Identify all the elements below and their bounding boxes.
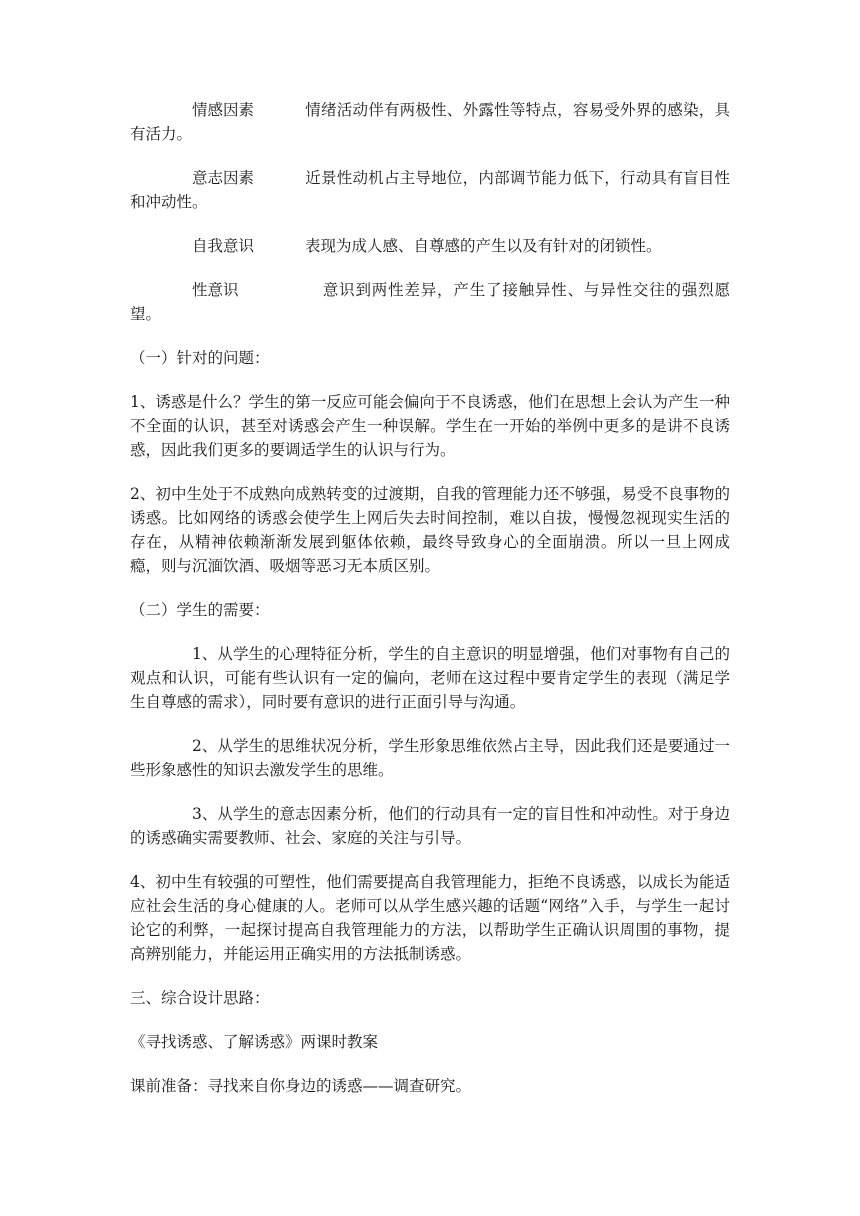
lesson-prep: 课前准备：寻找来自你身边的诱惑——调查研究。 <box>130 1077 472 1095</box>
section-heading-design: 三、综合设计思路： <box>130 989 270 1007</box>
section-heading-problems: （一）针对的问题： <box>130 349 270 367</box>
feature-label: 性意识 <box>192 281 239 299</box>
feature-self-awareness <box>130 234 730 258</box>
need-item-3: 3、从学生的意志因素分析，他们的行动具有一定的盲目性和冲动性。对于身边的诱惑确实需要教师、社会、家庭的关注与引导。 <box>130 805 730 847</box>
feature-gender-awareness <box>130 278 730 326</box>
problem-item-1: 1、诱惑是什么？学生的第一反应可能会偏向于不良诱惑，他们在思想上会认为产生一种不全面的认识，甚至对诱惑会产生一种误解。学生在一开始的举例中更多的是讲不良诱惑，因此我们更多的要调适学生的认识与行为。 <box>130 393 730 459</box>
feature-label: 情感因素 <box>192 101 255 119</box>
feature-will <box>130 166 730 214</box>
problem-item-2: 2、初中生处于不成熟向成熟转变的过渡期，自我的管理能力还不够强，易受不良事物的诱惑。比如网络的诱惑会使学生上网后失去时间控制，难以自拔，慢慢忽视现实生活的存在，从精神依赖渐渐发展到躯体依赖，最终导致身心的全面崩溃。所以一旦上网成瘾，则与沉湎饮酒、吸烟等恶习无本质区别。 <box>130 485 730 575</box>
feature-text: 表现为成人感、自尊感的产生以及有针对的闭锁性。 <box>305 237 662 255</box>
section-heading-needs: （二）学生的需要： <box>130 601 270 619</box>
feature-label: 自我意识 <box>192 237 255 255</box>
feature-label: 意志因素 <box>192 169 255 187</box>
need-item-4: 4、初中生有较强的可塑性，他们需要提高自我管理能力，拒绝不良诱惑，以成长为能适应社会生活的身心健康的人。老师可以从学生感兴趣的话题“网络”入手，与学生一起讨论它的利弊，一起探讨提高自我管理能力的方法，以帮助学生正确认识周围的事物，提高辨别能力，并能运用正确实用的方法抵制诱惑。 <box>130 873 730 963</box>
document-body <box>130 98 730 1118</box>
lesson-title: 《寻找诱惑、了解诱惑》两课时教案 <box>130 1033 379 1051</box>
need-item-2: 2、从学生的思维状况分析，学生形象思维依然占主导，因此我们还是要通过一些形象感性的知识去激发学生的思维。 <box>130 737 730 779</box>
need-item-1: 1、从学生的心理特征分析，学生的自主意识的明显增强，他们对事物有自己的观点和认识，可能有些认识有一定的偏向，老师在这过程中要肯定学生的表现（满足学生自尊感的需求），同时要有意识的进行正面引导与沟通。 <box>130 645 730 711</box>
feature-text: 意识到两性差异，产生了接触异性、与异性交往的强烈愿望。 <box>130 281 730 323</box>
feature-text: 情绪活动伴有两极性、外露性等特点，容易受外界的感染，具有活力。 <box>130 101 730 143</box>
feature-emotion <box>130 98 730 146</box>
feature-text: 近景性动机占主导地位，内部调节能力低下，行动具有盲目性和冲动性。 <box>130 169 730 211</box>
